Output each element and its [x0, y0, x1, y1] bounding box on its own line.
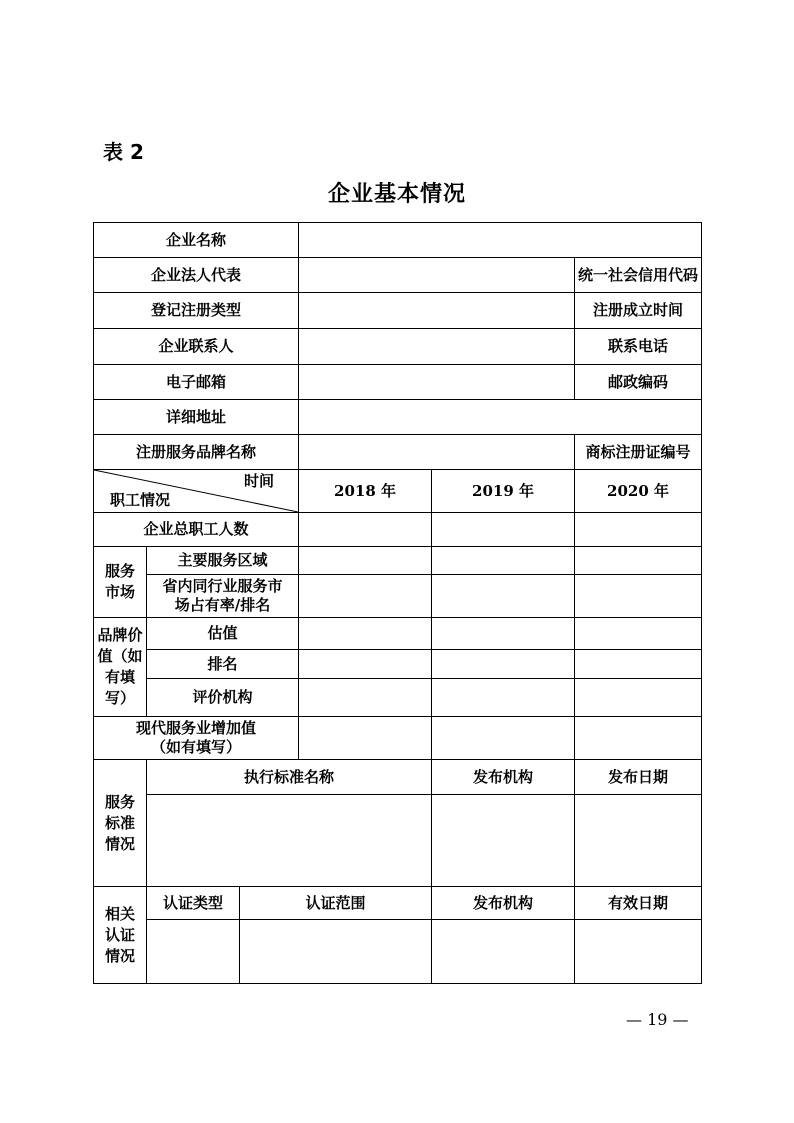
field-added-2019[interactable] [432, 717, 575, 760]
row-market-area [94, 547, 702, 575]
field-valuation-2019[interactable] [432, 618, 575, 650]
field-share-2020[interactable] [575, 575, 702, 618]
field-email[interactable] [299, 365, 575, 400]
label-address: 详细地址 [94, 400, 299, 435]
field-address[interactable] [299, 400, 702, 435]
row-total-staff [94, 513, 702, 547]
field-valuation-2020[interactable] [575, 618, 702, 650]
field-standard-date[interactable] [575, 795, 702, 887]
header-cert-scope: 认证范围 [240, 887, 432, 920]
company-info-table [93, 222, 702, 984]
header-time: 时间 [244, 472, 275, 490]
field-area-2020[interactable] [575, 547, 702, 575]
field-share-2018[interactable] [299, 575, 432, 618]
field-staff-2018[interactable] [299, 513, 432, 547]
field-cert-valid[interactable] [575, 920, 702, 984]
field-rank-2020[interactable] [575, 650, 702, 679]
field-company-name[interactable] [299, 223, 702, 258]
label-company-name: 企业名称 [94, 223, 299, 258]
row-added-value [94, 717, 702, 760]
field-area-2019[interactable] [432, 547, 575, 575]
label-contact: 企业联系人 [94, 329, 299, 365]
row-company-name [94, 223, 702, 258]
row-standards-body [94, 795, 702, 887]
label-postcode: 邮政编码 [575, 365, 702, 400]
diagonal-line-layer [0, 0, 1, 1]
group-market-label: 服务市场 [104, 562, 135, 601]
label-brand: 注册服务品牌名称 [94, 435, 299, 470]
row-address [94, 400, 702, 435]
group-standards-label: 服务标准情况 [104, 792, 135, 853]
row-email [94, 365, 702, 400]
field-standard-issuer[interactable] [432, 795, 575, 887]
field-area-2018[interactable] [299, 547, 432, 575]
label-founded: 注册成立时间 [575, 293, 702, 329]
header-cert-type: 认证类型 [147, 887, 240, 920]
field-share-2019[interactable] [432, 575, 575, 618]
header-staff: 职工情况 [110, 491, 171, 509]
row-market-share [94, 575, 702, 618]
field-valuation-2018[interactable] [299, 618, 432, 650]
field-staff-2019[interactable] [432, 513, 575, 547]
group-brand-value [94, 618, 147, 717]
label-valuation: 估值 [147, 618, 299, 650]
row-reg-type [94, 293, 702, 329]
label-agency: 评价机构 [147, 679, 299, 717]
row-standards-header [94, 760, 702, 795]
group-certs [94, 887, 147, 984]
field-agency-2018[interactable] [299, 679, 432, 717]
field-rank-2019[interactable] [432, 650, 575, 679]
row-brand [94, 435, 702, 470]
field-cert-issuer[interactable] [432, 920, 575, 984]
page-number: — 19 — [626, 1010, 689, 1029]
label-email: 电子邮箱 [94, 365, 299, 400]
form-title: 企业基本情况 [327, 182, 466, 207]
field-contact[interactable] [299, 329, 575, 365]
header-standard-name: 执行标准名称 [147, 760, 432, 795]
year-2018: 2018 年 [299, 470, 432, 513]
label-credit-code: 统一社会信用代码 [575, 258, 702, 293]
year-2019: 2019 年 [432, 470, 575, 513]
field-added-2018[interactable] [299, 717, 432, 760]
row-brand-agency [94, 679, 702, 717]
label-total-staff: 企业总职工人数 [94, 513, 299, 547]
year-2020: 2020 年 [575, 470, 702, 513]
label-phone: 联系电话 [575, 329, 702, 365]
field-brand[interactable] [299, 435, 575, 470]
group-certs-label: 相关认证情况 [104, 904, 135, 965]
field-reg-type[interactable] [299, 293, 575, 329]
group-market [94, 547, 147, 618]
field-staff-2020[interactable] [575, 513, 702, 547]
group-standards [94, 760, 147, 887]
label-reg-type: 登记注册类型 [94, 293, 299, 329]
row-certs-header [94, 887, 702, 920]
header-standard-issuer: 发布机构 [432, 760, 575, 795]
group-brand-value-label: 品牌价值（如有填写） [97, 626, 143, 707]
label-market-share: 省内同行业服务市场占有率/排名 [147, 575, 299, 618]
header-cert-issuer: 发布机构 [432, 887, 575, 920]
row-brand-valuation [94, 618, 702, 650]
row-brand-rank [94, 650, 702, 679]
field-standard-name[interactable] [147, 795, 432, 887]
row-certs-body [94, 920, 702, 984]
label-rank: 排名 [147, 650, 299, 679]
row-staff-header [94, 470, 702, 513]
field-added-2020[interactable] [575, 717, 702, 760]
label-added-value: 现代服务业增加值（如有填写） [94, 717, 299, 760]
field-legal-rep[interactable] [299, 258, 575, 293]
row-contact [94, 329, 702, 365]
field-agency-2020[interactable] [575, 679, 702, 717]
header-standard-date: 发布日期 [575, 760, 702, 795]
label-market-area: 主要服务区域 [147, 547, 299, 575]
field-agency-2019[interactable] [432, 679, 575, 717]
field-cert-scope[interactable] [240, 920, 432, 984]
label-legal-rep: 企业法人代表 [94, 258, 299, 293]
label-trademark: 商标注册证编号 [575, 435, 702, 470]
header-cert-valid: 有效日期 [575, 887, 702, 920]
field-rank-2018[interactable] [299, 650, 432, 679]
table-label: 表 2 [103, 140, 144, 164]
field-cert-type[interactable] [147, 920, 240, 984]
row-legal-rep [94, 258, 702, 293]
